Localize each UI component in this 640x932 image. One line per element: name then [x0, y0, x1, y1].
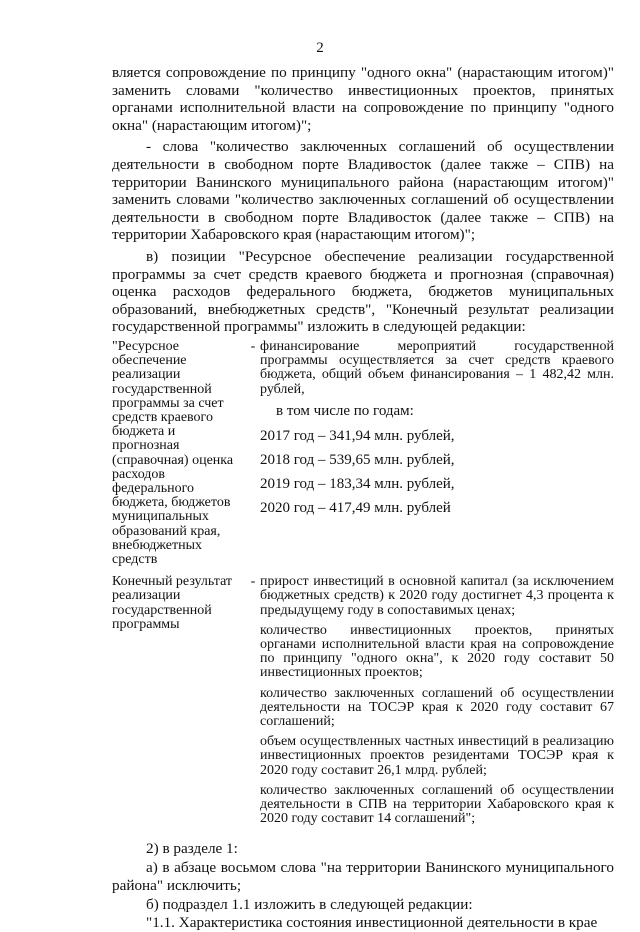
section-1-item: 2) в разделе 1: — [146, 840, 238, 858]
resource-value — [260, 340, 614, 567]
resource-dash: - — [250, 338, 256, 354]
year-2017: 2017 год – 341,94 млн. рублей, — [260, 427, 455, 444]
item-b: б) подраздел 1.1 изложить в следующей редакции: — [146, 895, 473, 913]
resource-label: "Ресурсное обеспечение реализации государственной программы за счет средств краевого бюджета и прогнозная (справочная) оценка расходов федерального бюджета, бюджетов муниципальных образований края, внебюджетных средств — [112, 338, 234, 567]
result-item: прирост инвестиций в основной капитал (за исключением бюджетных средств) к 2020 году достигнет 4,3 процента к предыдущему году в сопоставимых ценах; — [260, 574, 614, 618]
closing-paragraphs — [112, 840, 614, 932]
subsection-1-1-heading: "1.1. Характеристика состояния инвестиционной деятельности в крае — [146, 914, 598, 932]
table-row-resource — [112, 340, 614, 567]
result-item: количество инвестиционных проектов, принятых органами исполнительной власти края на сопровождение по принципу "одного окна", к 2020 году составит 50 инвестиционных проектов; — [260, 622, 614, 681]
resource-main-text: финансирование мероприятий государственной программы осуществляется за счет средств краевого бюджета, общий объем финансирования – 1 482,42 млн. рублей, — [260, 338, 614, 397]
table-row-result — [112, 575, 614, 832]
paragraph-position-v: в) позиции "Ресурсное обеспечение реализации государственной программы за счет средств краевого бюджета и прогнозная (справочная) оценка расходов федерального бюджета, бюджетов муниципальных образований, внебюджетных средств", "Конечный результат реализации государственной программы" изложить в следующей редакции: — [112, 247, 614, 336]
result-label: Конечный результат реализации государственной программы — [112, 574, 233, 632]
page-number: 2 — [316, 40, 324, 56]
result-dash: - — [250, 574, 256, 590]
paragraph-continuation: вляется сопровождение по принципу "одного окна" (нарастающим итогом)" заменить словами "количество инвестиционных проектов, принятых органами исполнительной власти на сопровождение по принципу "одного окна" (нарастающим итогом)"; — [112, 64, 614, 134]
item-a: а) в абзаце восьмом слова "на территории Ванинского муниципального района" исключить; — [112, 858, 614, 895]
passport-table — [112, 340, 614, 833]
years-subheading: в том числе по годам: — [276, 402, 414, 419]
document-body — [112, 64, 614, 932]
paragraph-spv-replacement: - слова "количество заключенных соглашений об осуществлении деятельности в свободном порте Владивосток (далее также – СПВ) на территории Ванинского муниципального района (нарастающим итогом)" заменить словами "количество заключенных соглашений об осуществлении деятельности в свободном порте Владивосток (далее также – СПВ) на территории Хабаровского края (нарастающим итогом)"; — [112, 138, 614, 244]
year-2018: 2018 год – 539,65 млн. рублей, — [260, 451, 455, 468]
result-item: количество заключенных соглашений об осуществлении деятельности на ТОСЭР края к 2020 году составит 67 соглашений; — [260, 685, 614, 729]
result-item: количество заключенных соглашений об осуществлении деятельности в СПВ на территории Хабаровского края к 2020 году составит 14 соглашений"; — [260, 782, 614, 827]
result-value — [260, 575, 614, 832]
year-2019: 2019 год – 183,34 млн. рублей, — [260, 475, 455, 492]
result-item: объем осуществленных частных инвестиций в реализацию инвестиционных проектов резидентами ТОСЭР края к 2020 году составит 26,1 млрд. рублей; — [260, 734, 614, 778]
year-2020: 2020 год – 417,49 млн. рублей — [260, 499, 451, 516]
